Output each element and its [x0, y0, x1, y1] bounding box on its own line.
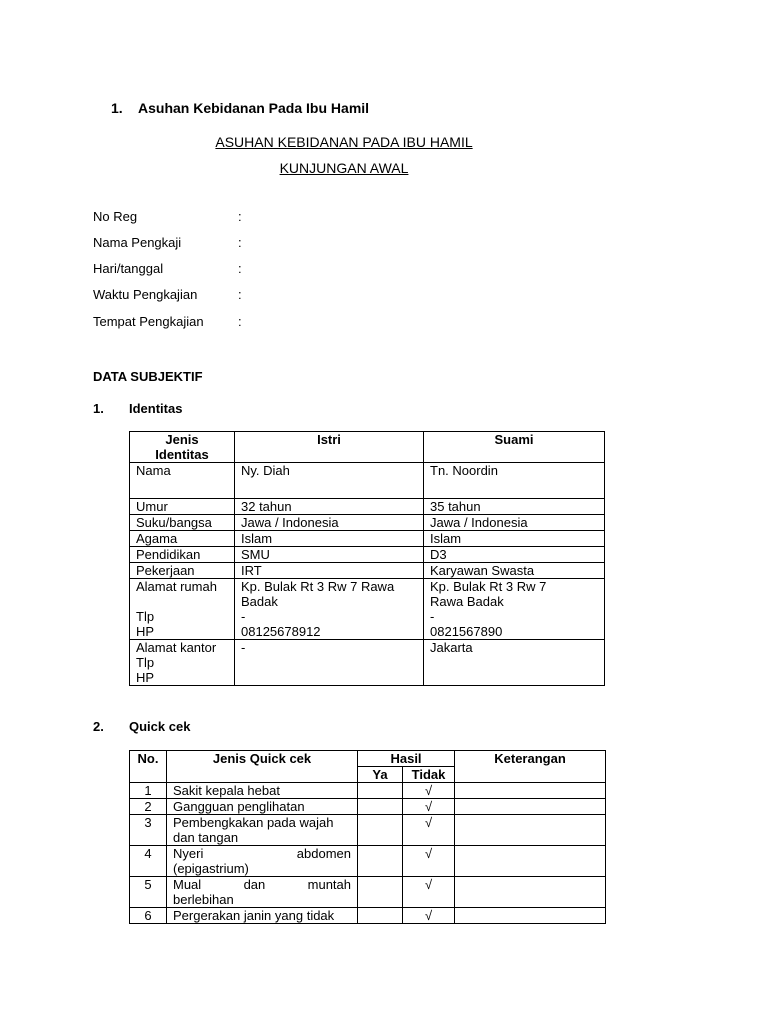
- document-title: [0, 134, 688, 150]
- field-colon: :: [238, 287, 242, 302]
- table-row: [130, 563, 605, 579]
- label-line: Tlp: [136, 655, 155, 670]
- value-line: Kp. Bulak Rt 3 Rw 7 Rawa: [241, 579, 395, 594]
- identitas-table: [129, 431, 605, 686]
- row-item: Gangguan penglihatan: [167, 799, 358, 815]
- tidak-check: √: [403, 783, 455, 799]
- label-line: HP: [136, 624, 155, 639]
- ya-cell: [358, 815, 403, 846]
- suami-value: Jakarta: [424, 640, 605, 686]
- row-label: Agama: [130, 531, 235, 547]
- keterangan-cell: [455, 908, 606, 924]
- row-label: Umur: [130, 499, 235, 515]
- label-line: HP: [136, 670, 155, 685]
- header-text: Identitas: [155, 447, 209, 462]
- row-number: 4: [130, 846, 167, 877]
- keterangan-cell: [455, 783, 606, 799]
- istri-value: 32 tahun: [235, 499, 424, 515]
- row-item: [167, 877, 358, 908]
- table-row: [130, 463, 605, 499]
- label-line: Tlp: [136, 609, 155, 624]
- field-colon: :: [238, 314, 242, 329]
- header-istri: Istri: [235, 432, 424, 463]
- suami-value: Islam: [424, 531, 605, 547]
- table-header-row: [130, 751, 606, 767]
- row-number: 3: [130, 815, 167, 846]
- istri-value: Jawa / Indonesia: [235, 515, 424, 531]
- table-row: [130, 846, 606, 877]
- suami-value: [424, 579, 605, 640]
- table-row: [130, 640, 605, 686]
- row-number: 1: [130, 783, 167, 799]
- field-label: Tempat Pengkajian: [93, 314, 204, 329]
- field-colon: :: [238, 209, 242, 224]
- row-number: 5: [130, 877, 167, 908]
- value-line: -: [241, 609, 246, 624]
- heading-title: Asuhan Kebidanan Pada Ibu Hamil: [138, 100, 370, 116]
- table-row: [130, 877, 606, 908]
- field-label: Nama Pengkaji: [93, 235, 182, 250]
- table-row: [130, 515, 605, 531]
- suami-value: Jawa / Indonesia: [424, 515, 605, 531]
- table-row: [130, 579, 605, 640]
- heading-number: 1.: [111, 100, 123, 116]
- ya-cell: [358, 783, 403, 799]
- value-line: 0821567890: [430, 624, 503, 639]
- row-item: [167, 815, 358, 846]
- row-label: Pekerjaan: [130, 563, 235, 579]
- suami-value: D3: [424, 547, 605, 563]
- row-number: 2: [130, 799, 167, 815]
- header-hasil: Hasil: [358, 751, 455, 767]
- istri-value: IRT: [235, 563, 424, 579]
- row-label: [130, 579, 235, 640]
- item-line: (epigastrium): [173, 861, 249, 876]
- row-number: 6: [130, 908, 167, 924]
- title-line-1: ASUHAN KEBIDANAN PADA IBU HAMIL: [215, 134, 473, 150]
- item-line: Pembengkakan pada wajah: [173, 815, 334, 830]
- field-label: No Reg: [93, 209, 138, 224]
- table-row: [130, 783, 606, 799]
- field-colon: :: [238, 261, 242, 276]
- header-jenis-identitas: [130, 432, 235, 463]
- table-row: [130, 815, 606, 846]
- tidak-check: √: [403, 799, 455, 815]
- istri-value: Islam: [235, 531, 424, 547]
- field-label: Hari/tanggal: [93, 261, 164, 276]
- tidak-check: √: [403, 846, 455, 877]
- suami-value: Tn. Noordin: [424, 463, 605, 499]
- field-label: Waktu Pengkajian: [93, 287, 198, 302]
- suami-value: Karyawan Swasta: [424, 563, 605, 579]
- quick-number: 2.: [93, 719, 104, 734]
- item-line: Nyeri abdomen: [173, 846, 351, 861]
- row-item: Sakit kepala hebat: [167, 783, 358, 799]
- table-row: [130, 531, 605, 547]
- value-line: -: [430, 609, 435, 624]
- value-line: Rawa Badak: [430, 594, 504, 609]
- identitas-number: 1.: [93, 401, 104, 416]
- keterangan-cell: [455, 815, 606, 846]
- header-text: Jenis: [165, 432, 199, 447]
- istri-value: [235, 579, 424, 640]
- section-heading: DATA SUBJEKTIF: [93, 369, 203, 384]
- istri-value: Ny. Diah: [235, 463, 424, 499]
- row-label: Pendidikan: [130, 547, 235, 563]
- row-label: [130, 640, 235, 686]
- table-row: [130, 499, 605, 515]
- item-line: Mual dan muntah: [173, 877, 351, 892]
- ya-cell: [358, 846, 403, 877]
- item-line: dan tangan: [173, 830, 239, 845]
- header-jenis-quick-cek: Jenis Quick cek: [167, 751, 358, 783]
- field-colon: :: [238, 235, 242, 250]
- value-line: Kp. Bulak Rt 3 Rw 7: [430, 579, 547, 594]
- ya-cell: [358, 908, 403, 924]
- label-line: Alamat kantor: [136, 640, 217, 655]
- istri-value: SMU: [235, 547, 424, 563]
- header-ya: Ya: [358, 767, 403, 783]
- header-keterangan: Keterangan: [455, 751, 606, 783]
- table-row: [130, 799, 606, 815]
- label-line: [136, 594, 228, 609]
- suami-value: 35 tahun: [424, 499, 605, 515]
- value-line: Badak: [241, 594, 278, 609]
- keterangan-cell: [455, 799, 606, 815]
- tidak-check: √: [403, 908, 455, 924]
- header-no: No.: [130, 751, 167, 783]
- keterangan-cell: [455, 877, 606, 908]
- ya-cell: [358, 799, 403, 815]
- table-row: [130, 547, 605, 563]
- row-item: [167, 846, 358, 877]
- ya-cell: [358, 877, 403, 908]
- header-tidak: Tidak: [403, 767, 455, 783]
- tidak-check: √: [403, 815, 455, 846]
- value-line: 08125678912: [241, 624, 321, 639]
- title-line-2: KUNJUNGAN AWAL: [279, 160, 409, 176]
- table-row: [130, 908, 606, 924]
- header-suami: Suami: [424, 432, 605, 463]
- keterangan-cell: [455, 846, 606, 877]
- item-line: berlebihan: [173, 892, 234, 907]
- quick-title: Quick cek: [129, 719, 191, 734]
- istri-value: -: [235, 640, 424, 686]
- row-label: Nama: [130, 463, 235, 499]
- label-line: Alamat rumah: [136, 579, 217, 594]
- row-label: Suku/bangsa: [130, 515, 235, 531]
- row-item: Pergerakan janin yang tidak: [167, 908, 358, 924]
- tidak-check: √: [403, 877, 455, 908]
- table-header-row: [130, 432, 605, 463]
- identitas-title: Identitas: [129, 401, 183, 416]
- document-subtitle: [0, 160, 688, 176]
- quick-cek-table: [129, 750, 606, 924]
